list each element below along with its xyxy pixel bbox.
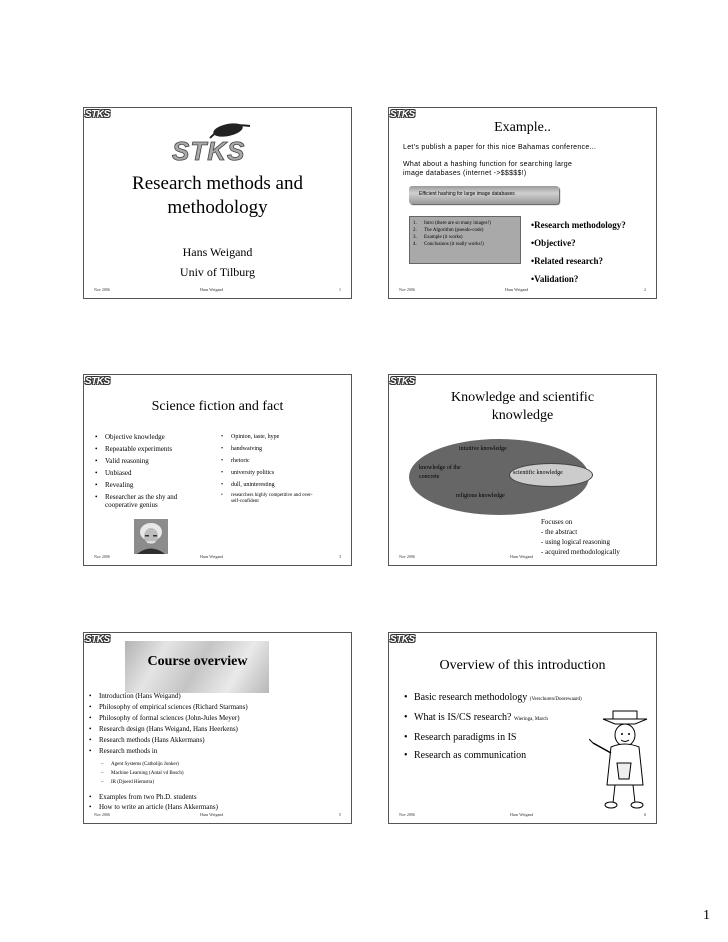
questions bbox=[531, 216, 626, 288]
stks-small-logo: STKS bbox=[85, 634, 110, 645]
stks-small-logo: STKS bbox=[390, 376, 415, 387]
footer-slide-number: 2 bbox=[644, 287, 646, 292]
title-line-1: Knowledge and scientific bbox=[450, 390, 595, 405]
course-subitem: – Agent Systems (Catholijn Jonker) bbox=[100, 760, 183, 769]
fact-item: • Revealing bbox=[94, 481, 209, 489]
question: •Research methodology? bbox=[531, 220, 626, 230]
question: •Objective? bbox=[531, 238, 576, 248]
scientific-knowledge-label: scientific knowledge bbox=[513, 470, 563, 476]
stks-small-logo: STKS bbox=[390, 634, 415, 645]
slide-1-author bbox=[84, 242, 351, 282]
intro-item-main: Basic research methodology bbox=[414, 692, 528, 703]
hashing-line-2: image databases (internet ->$$$$$!) bbox=[403, 170, 527, 177]
intro-item-note: Wieringa, March bbox=[513, 717, 548, 722]
stks-logo bbox=[170, 118, 266, 164]
stks-small-logo: STKS bbox=[85, 376, 110, 387]
intuitive-knowledge-label: intuitive knowledge bbox=[459, 446, 507, 452]
course-item: • Research methods in bbox=[88, 746, 343, 756]
slide-4 bbox=[388, 374, 657, 566]
course-item: • Introduction (Hans Weigand) bbox=[88, 691, 343, 701]
course-subitem: – IR (Djoerd Hiemstra) bbox=[100, 778, 183, 787]
research-methods-sublist bbox=[100, 760, 183, 787]
slide-5-title: Course overview bbox=[147, 654, 248, 669]
footer-date: Nov 2006 bbox=[399, 554, 415, 559]
fact-item: • Researcher as the shy and cooperative genius bbox=[94, 493, 200, 509]
footer-author: Hans Weigand bbox=[510, 812, 534, 817]
concrete-line-1: knowledge of the bbox=[419, 465, 461, 471]
religious-knowledge-label: religious knowledge bbox=[456, 493, 505, 499]
footer-date: Nov 2006 bbox=[94, 554, 110, 559]
footer-date: Nov 2006 bbox=[399, 287, 415, 292]
toc-item: 2. The Algorithm (pseudo-code) bbox=[413, 228, 484, 233]
slide-6-title: Overview of this introduction bbox=[439, 658, 606, 673]
toc-item-text: Example (it works) bbox=[424, 235, 463, 240]
footer-author: Hans Weigand bbox=[200, 554, 224, 559]
footer-slide-number: 1 bbox=[339, 287, 341, 292]
focus-line: - using logical reasoning bbox=[541, 538, 611, 546]
focus-line: - the abstract bbox=[541, 528, 578, 536]
title-line-1: Research methods and bbox=[132, 173, 303, 194]
toc-item-text: The Algorithm (pseudo-code) bbox=[424, 228, 484, 233]
fiction-list bbox=[220, 433, 320, 505]
fiction-item: • rhetoric bbox=[220, 457, 320, 465]
intro-item-note: (Verschuren/Doorewaard) bbox=[529, 697, 582, 702]
fiction-item: • dull, uninteresting bbox=[220, 481, 320, 489]
slide-5 bbox=[83, 632, 352, 824]
affiliation: Univ of Tilburg bbox=[179, 265, 256, 279]
stks-small-logo: STKS bbox=[85, 109, 110, 120]
intro-item bbox=[403, 689, 653, 709]
focus-line: - acquired methodologically bbox=[541, 548, 620, 556]
slide-1-title bbox=[84, 172, 351, 220]
intro-item-main: What is IS/CS research? bbox=[414, 712, 512, 723]
page-number: 1 bbox=[703, 908, 710, 923]
focus-notes bbox=[541, 517, 620, 557]
paper-scroll-text: Efficient hashing for large image databases bbox=[419, 191, 515, 197]
footer-date: Nov 2006 bbox=[94, 812, 110, 817]
slide-2 bbox=[388, 107, 657, 299]
focus-line: Focuses on bbox=[541, 518, 573, 526]
intro-item-main: Research as communication bbox=[414, 750, 527, 761]
footer-author: Hans Weigand bbox=[200, 812, 224, 817]
fact-list bbox=[94, 433, 209, 509]
footer-author: Hans Weigand bbox=[200, 287, 224, 292]
course-item: • Philosophy of formal sciences (John-Jules Meyer) bbox=[88, 713, 343, 723]
footer-author: Hans Weigand bbox=[505, 287, 529, 292]
hashing-line-1: What about a hashing function for searching large bbox=[403, 161, 573, 168]
title-line-2: methodology bbox=[167, 197, 268, 218]
fiction-item: • researchers highly competitive and over-self-confident bbox=[220, 493, 320, 505]
course-list bbox=[88, 691, 343, 756]
stks-logo-text: STKS bbox=[172, 136, 246, 164]
concrete-line-2: concrete bbox=[419, 474, 440, 480]
title-line-2: knowledge bbox=[491, 408, 554, 423]
question: •Related research? bbox=[531, 256, 604, 266]
slide-6 bbox=[388, 632, 657, 824]
publish-line: Let’s publish a paper for this nice Bahamas conference... bbox=[403, 144, 597, 151]
footer-slide-number: 6 bbox=[644, 812, 646, 817]
concrete-knowledge-label bbox=[419, 464, 461, 482]
fact-item: • Objective knowledge bbox=[94, 433, 209, 441]
toc-item: 4. Conclusions (it really works!) bbox=[413, 242, 484, 247]
fact-item: • Repeatable experiments bbox=[94, 445, 209, 453]
fact-item: • Unbiased bbox=[94, 469, 209, 477]
fact-item: • Valid reasoning bbox=[94, 457, 209, 465]
course-subitem: – Machine Learning (Antal vd Bosch) bbox=[100, 769, 183, 778]
intro-item-main: Research paradigms in IS bbox=[414, 732, 517, 743]
course-item: • Philosophy of empirical sciences (Richard Starmans) bbox=[88, 702, 343, 712]
toc-item: 1. Intro (there are so many images!) bbox=[413, 221, 491, 226]
slide-2-title: Example.. bbox=[494, 120, 551, 135]
footer-date: Nov 2006 bbox=[94, 287, 110, 292]
question: •Validation? bbox=[531, 274, 579, 284]
course-item: • Research design (Hans Weigand, Hans Heerkens) bbox=[88, 724, 343, 734]
toc-item-text: Conclusions (it really works!) bbox=[424, 242, 484, 247]
footer-date: Nov 2006 bbox=[399, 812, 415, 817]
footer-author: Hans Weigand bbox=[510, 554, 534, 559]
slide-4-title bbox=[389, 389, 656, 425]
fiction-item: • university politics bbox=[220, 469, 320, 477]
course-item: • How to write an article (Hans Akkermans) bbox=[88, 802, 343, 812]
hashing-line bbox=[403, 160, 572, 178]
slide-3-title: Science fiction and fact bbox=[151, 399, 284, 414]
stks-small-logo: STKS bbox=[390, 109, 415, 120]
toc-item: 3. Example (it works) bbox=[413, 235, 463, 240]
fiction-item: • handwaiving bbox=[220, 445, 320, 453]
course-list-2 bbox=[88, 792, 343, 812]
einstein-photo bbox=[134, 519, 168, 554]
paper-toc bbox=[409, 216, 521, 264]
paper-scroll bbox=[409, 186, 559, 204]
course-item: • Examples from two Ph.D. students bbox=[88, 792, 343, 802]
footer-slide-number: 5 bbox=[339, 812, 341, 817]
toc-item-text: Intro (there are so many images!) bbox=[424, 221, 491, 226]
professor-cartoon bbox=[589, 709, 649, 809]
slide-1 bbox=[83, 107, 352, 299]
slide-3 bbox=[83, 374, 352, 566]
fiction-item: • Opinion, taste, hype bbox=[220, 433, 320, 441]
footer-slide-number: 3 bbox=[339, 554, 341, 559]
author-name: Hans Weigand bbox=[182, 245, 253, 259]
course-item: • Research methods (Hans Akkermans) bbox=[88, 735, 343, 745]
